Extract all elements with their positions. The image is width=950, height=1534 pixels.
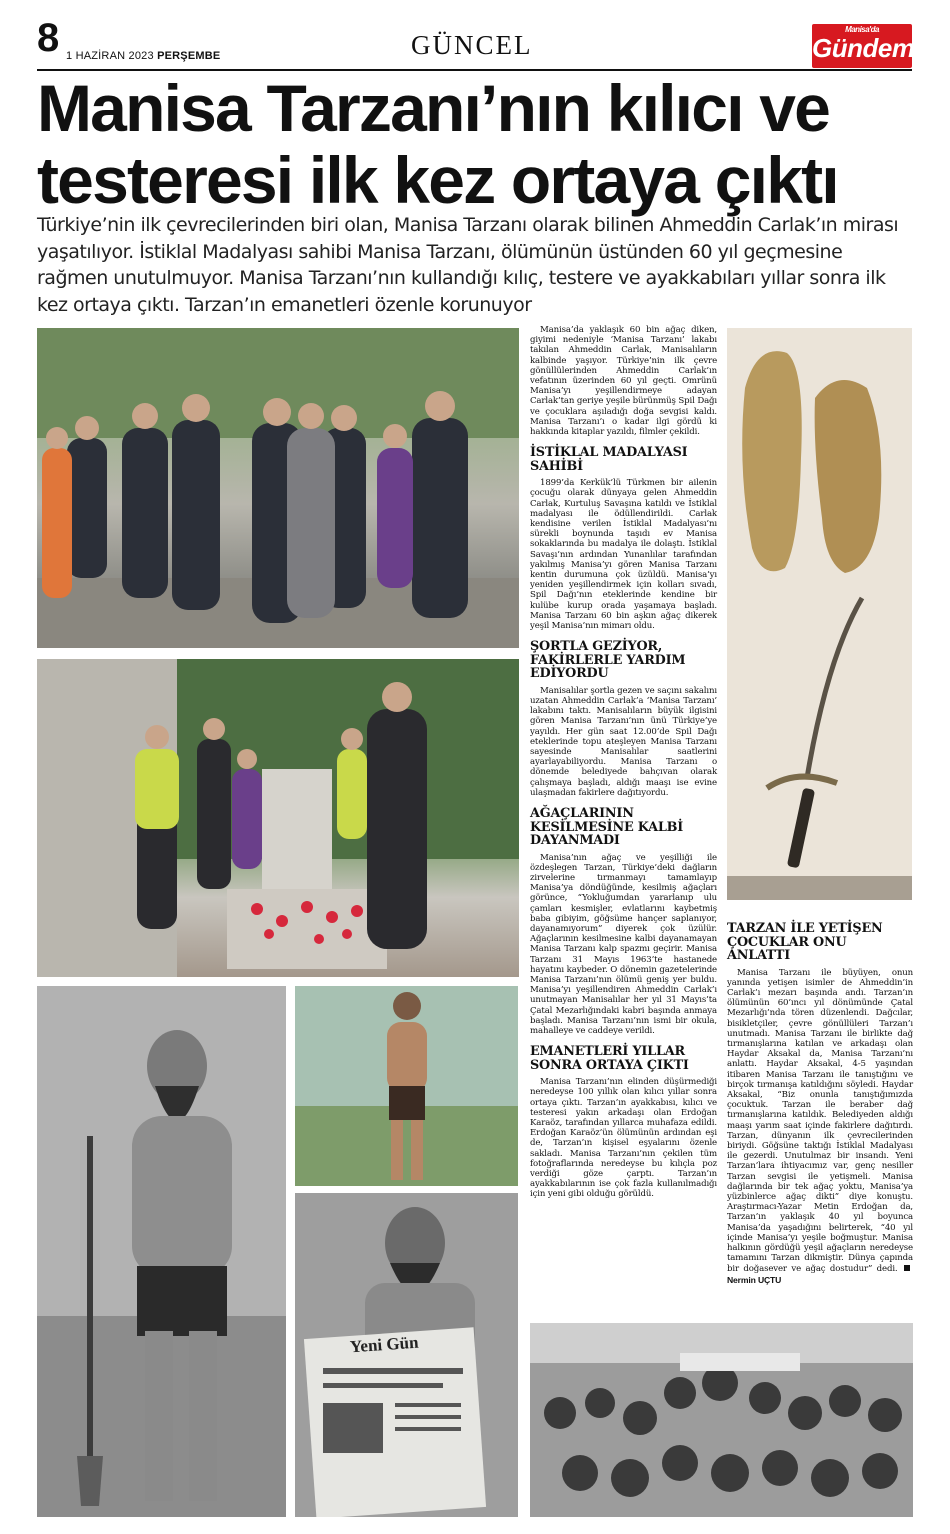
photo-tarzan-outdoor [295, 986, 518, 1186]
headline-line-2: testeresi ilk kez ortaya çıktı [37, 143, 838, 217]
article-paragraph-3: Manisa’nın ağaç ve yeşilliği ile özdeşlegen Tarzan, Türkiye’deki dağların zirvelerine tırmanmayı tamamlayıp Manisa’ya döndüğünde, kesilmiş ağaçları görünce, “Yokluğumdan yararlanıp ulu çamları kesmişler, evlatlarını kaybetmiş baba gibiyim, göğsüme hançer saplanıyor, dayanamıyorum” diyerek çok üzülür. Ağaçlarının kesilmesine kalbi dayanamayan Manisa Tarzanı kalp spazmı geçirir. Manisa Tarzanı 31 Mayıs 1963’te hastanede hayatını kaybeder. O dönemin gazetelerinde Manisa Tarzanı’nın ölümü geniş yer buldu. Manisa’yı yeşillendiren Ahmeddin Carlak’ı unutmayan Manisalılar her yıl 31 Mayıs’ta Çatal Mezarlığındaki kabri başında anmaya başladı. Manisa Tarzanı’nın ismi bir okula, mahalleye ve caddeye verildi. [530, 852, 717, 1036]
date-text: 1 HAZİRAN 2023 [66, 50, 154, 62]
photo-ceremony-group [37, 328, 519, 648]
article-paragraph-5 [727, 968, 913, 1286]
article-column-side [727, 922, 913, 1288]
ceremony-group-illustration [37, 328, 519, 648]
issue-date [66, 50, 220, 62]
newspaper-masthead: Yeni Gün [349, 1332, 420, 1357]
subhead-istiklal: İSTİKLAL MADALYASI SAHİBİ [530, 445, 688, 474]
photo-tarzan-with-shovel [37, 986, 286, 1517]
photo-shoes-and-sword [727, 328, 912, 900]
tarzan-shovel-illustration [37, 986, 286, 1517]
subhead-sortla: ŞORTLA GEZİYOR, FAKİRLERLE YARDIM EDİYORDU [530, 639, 686, 682]
article-column-main [530, 325, 717, 1202]
section-title: GÜNCEL [411, 30, 533, 60]
headline-line-1: Manisa Tarzanı’nın kılıcı ve [37, 71, 830, 145]
historic-crowd-illustration [530, 1323, 913, 1517]
photo-historic-crowd [530, 1323, 913, 1517]
logo-subtitle: Manisa'da [845, 25, 879, 34]
weekday-text: PERŞEMBE [157, 50, 221, 62]
lede-paragraph: Türkiye’nin ilk çevrecilerinden biri olan, Manisa Tarzanı olarak bilinen Ahmeddin Carlak’ın mirası yaşatılıyor. İstiklal Madalyası sahibi Manisa Tarzanı, ölümünün üstünden 60 yıl geçmesine rağmen unutulmuyor. Manisa Tarzanı’nın kullandığı kılıç, testere ve ayakkabıları yıllar sonra ilk kez ortaya çıktı. Tarzan’ın emanetleri özenle korunuyor [37, 214, 899, 316]
article-intro: Manisa’da yaklaşık 60 bin ağaç diken, giyimi nedeniyle ‘Manisa Tarzanı’ lakabı takılan Ahmeddin Carlak, Manisalıların kalbinde yaşıyor. Türkiye’nin ilk çevre gönüllülerinden Ahmeddin Carlak’ın vefatının üzerinden 60 yıl geçti. Omrünü Manisa’yı yeşillendirmeye adayan Carlak’tan geriye yeşile bürünmüş Spil Dağı ve çocuklara aşıladığı doğa sevgisi kaldı. Manisa Tarzanı’ı o kadar ilgi gördü ki hakkında kitaplar yazıldı, filmler çekildi. [530, 325, 717, 438]
photo-grave-visit [37, 659, 519, 977]
tarzan-newspaper-illustration [295, 1193, 518, 1517]
logo-title: Gündem [812, 33, 915, 63]
tarzan-outdoor-illustration [295, 986, 518, 1186]
newspaper-logo [812, 24, 915, 68]
headline [37, 72, 927, 216]
photo-tarzan-newspaper [295, 1193, 518, 1517]
article-paragraph-4: Manisa Tarzanı’nın elinden düşürmediği neredeyse 100 yıllık olan kılıcı yıllar sonra ortaya çıktı. Tarzan’ın ayakkabısı, kılıcı ve testeresi yakın arkadaşı olan Erdoğan Karaöz, tarafından yıllarca muhafaza edildi. Erdoğan Karaöz’ün ölümünün ardından eşi de, Tarzan’ın kişisel eşyalarını özenle sakladı. Manisa Tarzanı’nın çekilen tüm fotoğraflarında neredeyse bu kılıçla poz verdiği göze çarptı. Tarzan’ın ayakkabılarının ise çok fazla kullanılmadığı için yeni gibi olduğu görüldü. [530, 1077, 717, 1200]
grave-visit-illustration [37, 659, 519, 977]
subhead-cocuklar: TARZAN İLE YETİŞEN ÇOCUKLAR ONU ANLATTI [727, 921, 883, 963]
subhead-emanetler: EMANETLERİ YILLAR SONRA ORTAYA ÇIKTI [530, 1044, 689, 1073]
shoes-sword-illustration [727, 328, 912, 900]
article-paragraph-1: 1899’da Kerkük’lü Türkmen bir ailenin çocuğu olarak dünyaya gelen Ahmeddin Carlak, Kurtuluş Savaşına katıldı ve İstiklal madalyası ile ödüllendirildi. Carlak kendisine verilen İstiklal Madalyası’nı sürekli boynunda taşıdı ev Manisa sokaklarında bu madalya ile dolaştı. İstiklal Savaşı’nın ardından Yunanlılar tarafından yakılmış Manisa’yı gören Manisa Tarzanı kentin durumuna çok üzüldü. Manisa’yı yeniden yeşillendirmek için kolları sıvadı, Spil Dağı’nın eteklerinde kendine bir kulübe kurup orada yaşamaya başladı. Manisa Tarzanı 60 bin aşkın ağaç dikerek yeşil Manisa’nın mimarı oldu. [530, 478, 717, 632]
byline: Nermin UÇTU [727, 1263, 913, 1284]
page-number: 8 [37, 16, 60, 60]
subhead-agaclar: AĞAÇLARININ KESİLMESİNE KALBİ DAYANMADI [530, 806, 684, 849]
article-paragraph-2: Manisalılar şortla gezen ve saçını sakalını uzatan Ahmeddin Carlak’a ‘Manisa Tarzanı’ lakabını taktı. Manisalıların büyük ilgisini gören Manisa Tarzanı’nın ünü Türkiye’ye yayıldı. Her gün saat 12.00’de Spil Dağı eteklerinde topu ateşleyen Manisa Tarzanı sayesinde Manisalılar saatlerini ayarlayabiliyordu. Manisa Tarzanı o dönemde belediyede bahçıvan olarak çalışmaya başladı, aldığı maaşı ise evine ulaşmadan fakirlere dağıtıyordu. [530, 685, 717, 798]
paragraph-5-text: Manisa Tarzanı ile büyüyen, onun yanında yetişen isimler de Ahmeddin’in Carlak’ı mezarı başında andı. Tarzan’ın ölümünün 60’ıncı yıl dönümünde Çatal Mezarlığı’nda tören düzenlendi. Dağcılar, bisikletçiler, çevre gönüllüleri Tarzan’ı unutmadı. Manisa Tarzanı ile birlikte dağ tırmanışlarına katılan ve arkadaşı olan Haydar Aksakal da, Manisa Tarzanı’nı anlattı. Haydar Aksakal, 4-5 yaşından itibaren Manisa Tarzanı ile tanıştığını ve birçok tırmanışa katıldığını söyledi. Haydar Aksakal, “Biz onunla tanıştığımızda çocuktuk. Tarzan ile beraber dağ tırmanışlarına katıldık. Belediyeden aldığı maaşı yarım saat içinde fakirlere dağıtırdı. Tarzan, dünyanın ilk çevrecilerinden biriydi. Göğsüne taktığı İstiklal Madalyası ile gezerdi. Unutulmaz bir insandı. Yeni Tarzan’lara ihtiyacımız var, genç nesiller Tarzan sevgisi ile yetişmeli. Manisa dağlarında bir tek ağaç yoktu, Manisa’ya yüzbinlerce ağaç dikti” diye konuştu. Araştırmacı-Yazar Metin Erdoğan da, Tarzan’ın yaklaşık 40 yıl boyunca Manisa’da yaşadığını belirterek, “40 yıl içinde Manisa’yı yeşile boğmuştur. Manisa halkının gördüğü yeşil ağaçların neredeyse tamamını Tarzan dikmiştir. Dünya çapında bir doğasever ve ağaç dostudur” dedi. [727, 967, 913, 1275]
